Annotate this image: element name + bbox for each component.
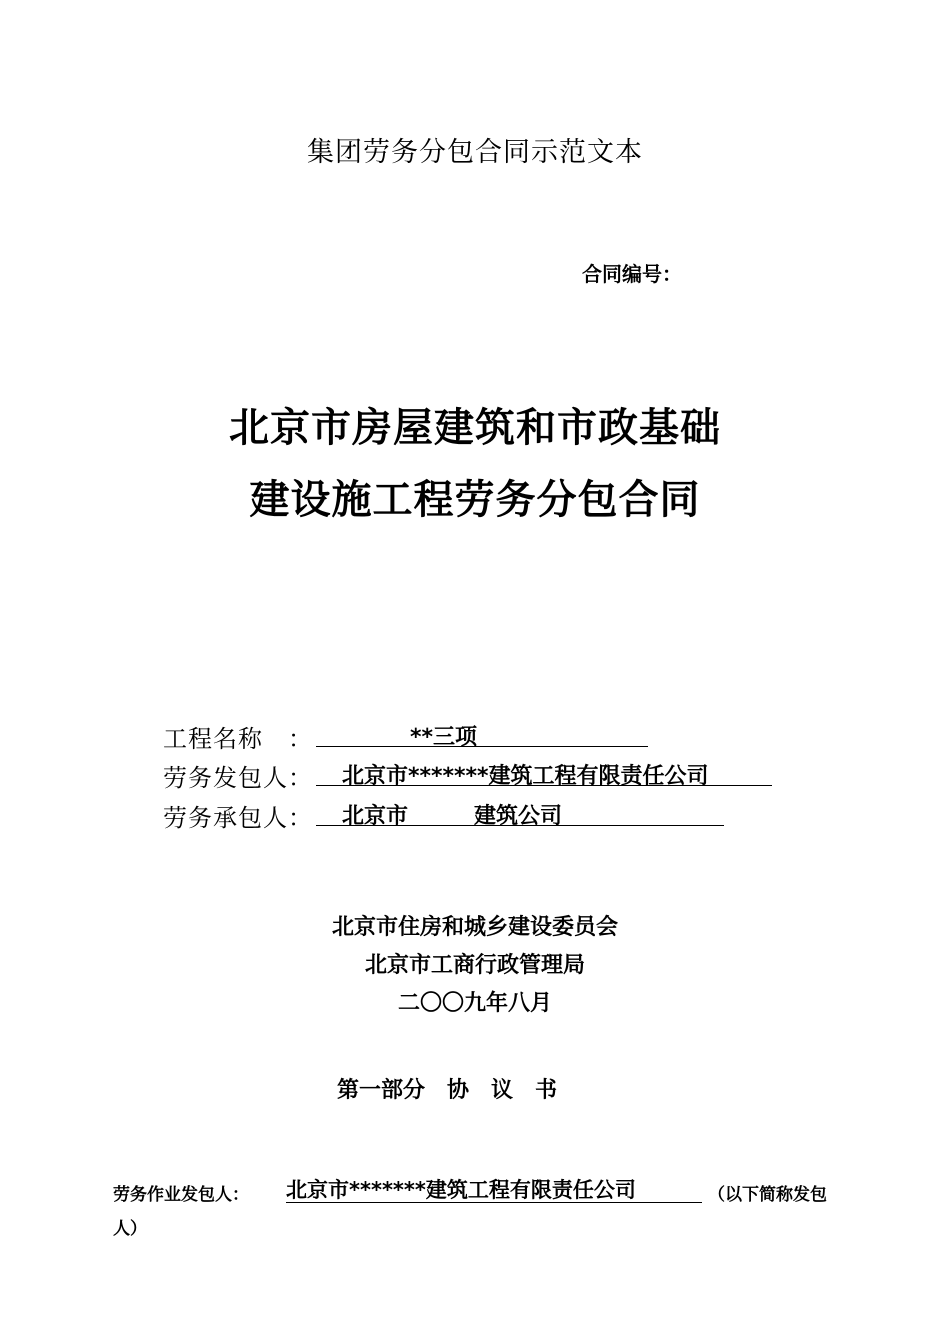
party-a-name: 北京市*******建筑工程有限责任公司 bbox=[286, 1174, 702, 1203]
party-a-note-continued: 人） bbox=[113, 1219, 147, 1239]
contractor-value-company: 建筑公司 bbox=[474, 804, 563, 829]
employer-label: 劳务发包人： bbox=[163, 764, 313, 792]
issuer-line-1: 北京市住房和城乡建设委员会 bbox=[331, 915, 618, 940]
contractor-value-city: 北京市 bbox=[342, 804, 409, 829]
contract-title-line-1: 北京市房屋建筑和市政基础 bbox=[229, 405, 721, 451]
project-name-field bbox=[316, 720, 648, 750]
issuer-line-2: 北京市工商行政管理局 bbox=[364, 953, 585, 978]
party-a-label: 劳务作业发包人： bbox=[113, 1185, 249, 1205]
issue-date: 二〇〇九年八月 bbox=[397, 991, 552, 1016]
contract-number-label: 合同编号： bbox=[582, 262, 682, 286]
employer-field bbox=[316, 759, 772, 789]
project-name-value: **三项 bbox=[410, 725, 478, 750]
contractor-field bbox=[316, 799, 724, 829]
document-heading: 集团劳务分包合同示范文本 bbox=[307, 137, 643, 168]
part-one-title: 第一部分 协 议 书 bbox=[337, 1078, 558, 1103]
party-a-note: （以下简称发包 bbox=[708, 1185, 827, 1205]
contract-title-line-2: 建设施工程劳务分包合同 bbox=[249, 477, 701, 523]
project-name-label: 工程名称 ： bbox=[163, 725, 313, 753]
contractor-label: 劳务承包人： bbox=[163, 804, 313, 832]
employer-value: 北京市*******建筑工程有限责任公司 bbox=[342, 764, 709, 789]
